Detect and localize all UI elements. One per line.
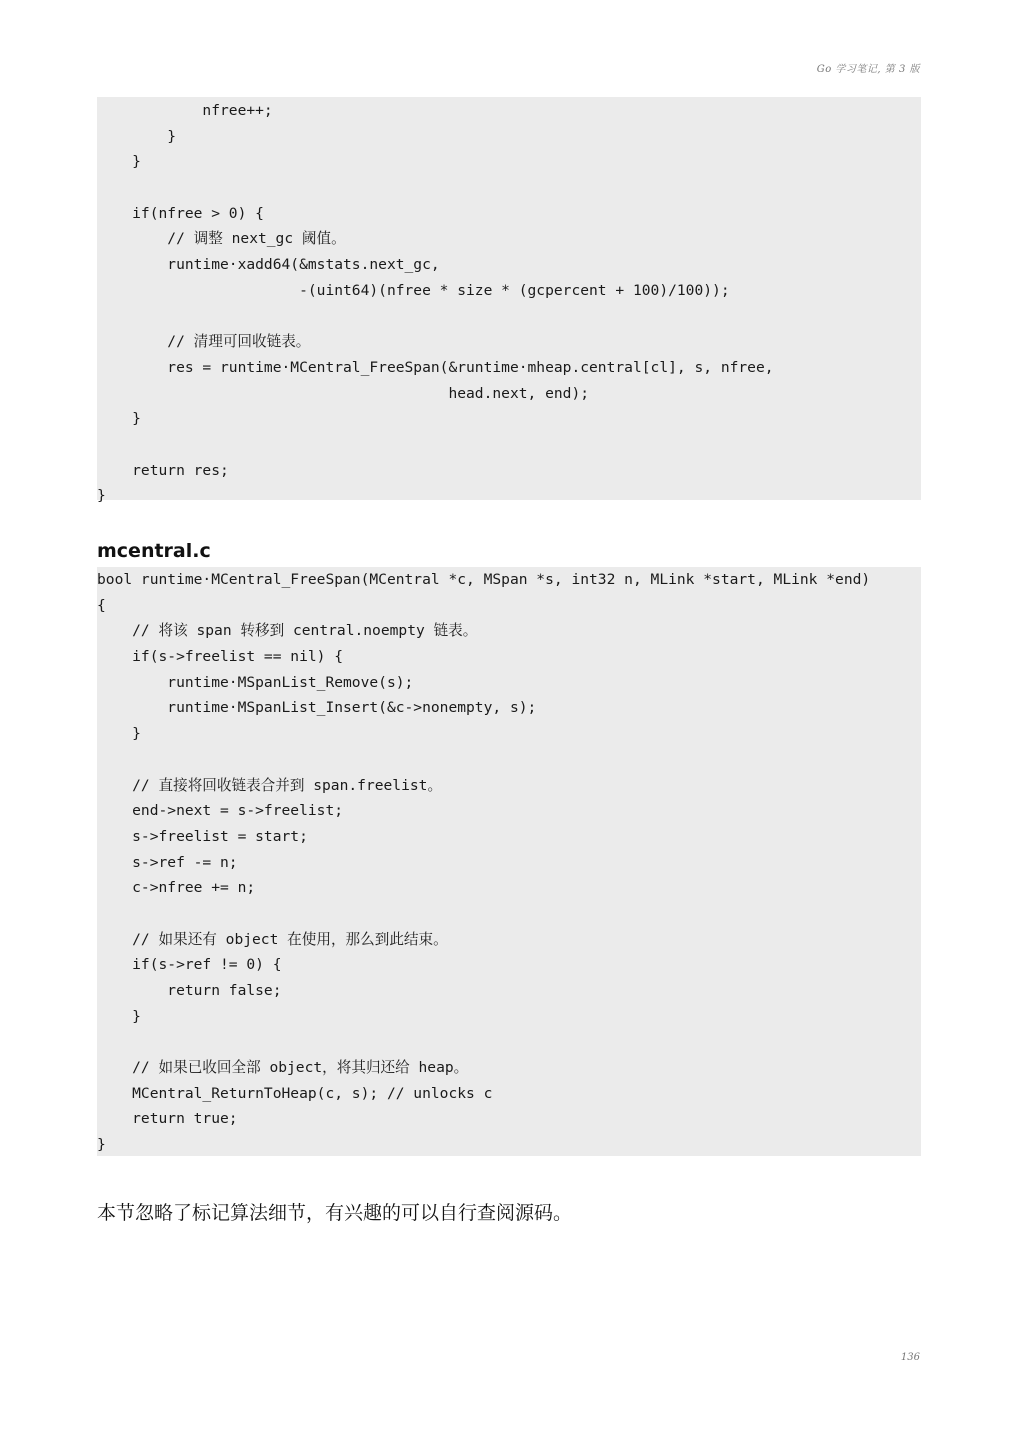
- code-line: runtime·MSpanList_Remove(s);: [97, 673, 414, 691]
- code-line: -(uint64)(nfree * size * (gcpercent + 100)/100));: [97, 281, 730, 299]
- code-line: return res;: [97, 461, 229, 479]
- code-line: }: [97, 1007, 141, 1025]
- code-line: res = runtime·MCentral_FreeSpan(&runtime·mheap.central[cl], s, nfree,: [97, 358, 774, 376]
- code-line: [97, 901, 921, 927]
- running-header: Go 学习笔记, 第 3 版: [816, 64, 920, 75]
- section-heading: mcentral.c: [97, 540, 211, 562]
- code-line: if(nfree > 0) {: [97, 204, 264, 222]
- code-line: [97, 432, 921, 458]
- code-line: if(s->ref != 0) {: [97, 956, 282, 974]
- code-line: if(s->freelist == nil) {: [97, 648, 344, 666]
- code-line: MCentral_ReturnToHeap(c, s); // unlocks c: [97, 1084, 493, 1102]
- code-line: end->next = s->freelist;: [97, 802, 344, 820]
- code-block-mcentral-freespan: [97, 567, 921, 1156]
- code-line: }: [97, 725, 141, 743]
- code-line: }: [97, 1136, 106, 1154]
- code-line: head.next, end);: [97, 384, 590, 402]
- code-line: // 如果还有 object 在使用，那么到此结束。: [97, 930, 448, 948]
- code-line: return true;: [97, 1110, 238, 1128]
- code-line: s->freelist = start;: [97, 827, 308, 845]
- page-number: 136: [900, 1352, 920, 1363]
- code-line: [97, 747, 921, 773]
- note-paragraph: 本节忽略了标记算法细节，有兴趣的可以自行查阅源码。: [97, 1202, 573, 1224]
- code-line: [97, 304, 921, 330]
- code-line: }: [97, 410, 141, 428]
- code-line: // 如果已收回全部 object，将其归还给 heap。: [97, 1059, 469, 1077]
- code-line: [97, 175, 921, 201]
- code-line: runtime·MSpanList_Insert(&c->nonempty, s);: [97, 699, 537, 717]
- code-line: c->nfree += n;: [97, 879, 256, 897]
- code-line: }: [97, 487, 106, 505]
- code-line: runtime·xadd64(&mstats.next_gc,: [97, 256, 440, 274]
- code-line: return false;: [97, 982, 282, 999]
- code-line: s->ref -= n;: [97, 853, 238, 871]
- code-line: [97, 1029, 921, 1055]
- code-line: }: [97, 153, 141, 171]
- code-line: // 将该 span 转移到 central.noempty 链表。: [97, 622, 478, 640]
- code-line: // 直接将回收链表合并到 span.freelist。: [97, 776, 443, 794]
- code-line: bool runtime·MCentral_FreeSpan(MCentral *c, MSpan *s, int32 n, MLink *start, MLink *end): [97, 571, 871, 588]
- code-line: // 清理可回收链表。: [97, 333, 311, 351]
- code-block-runtime-sweep: [97, 97, 921, 505]
- code-line: nfree++;: [97, 102, 273, 119]
- code-line: // 调整 next_gc 阈值。: [97, 230, 346, 248]
- code-line: }: [97, 127, 177, 145]
- code-line: {: [97, 596, 106, 614]
